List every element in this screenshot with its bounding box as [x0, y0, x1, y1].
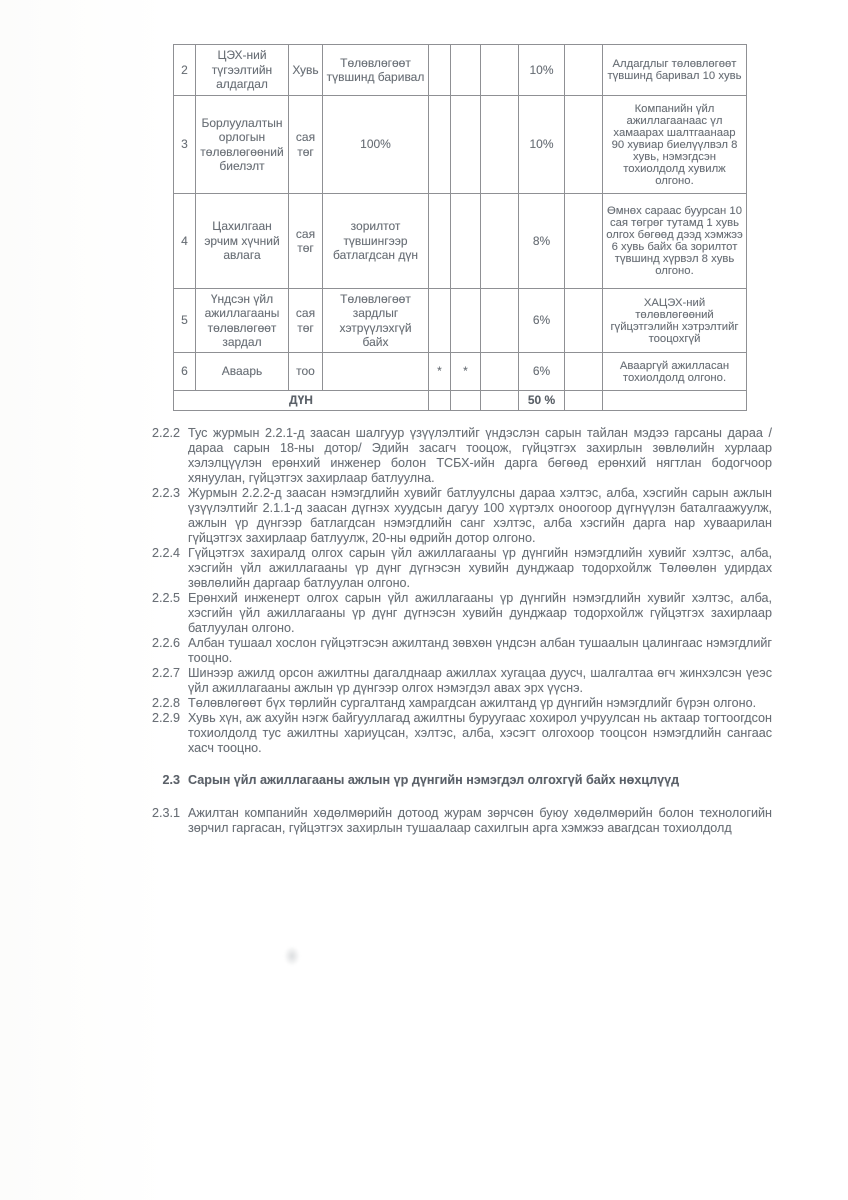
clause — [147, 426, 772, 486]
cell-target: Төлөвлөгөөт зардлыг хэтрүүлэхгүй байх — [323, 289, 429, 353]
total-blank-cell — [565, 391, 603, 411]
section-title: Сарын үйл ажиллагааны ажлын үр дүнгийн нэмэгдэл олгохгүй байх нөхцлүүд — [188, 773, 680, 787]
total-blank-cell — [603, 391, 747, 411]
cell-blank — [481, 45, 519, 96]
clause — [147, 636, 772, 666]
total-blank-cell — [451, 391, 481, 411]
cell-target: Төлөвлөгөөт түвшинд баривал — [323, 45, 429, 96]
cell-mark-2: * — [451, 353, 481, 391]
cell-blank — [481, 96, 519, 194]
cell-percent: 6% — [519, 353, 565, 391]
clause-text: Гүйцэтгэх захиралд олгох сарын үйл ажиллагааны үр дүнгийн нэмэгдлийн хувийг хэлтэс, алба, хэсгийн үйл ажиллагааны үр дүнг дүгнэсэн хувийн дунджаар тодорхойлж Төлөөлөн удирдах зөвлөлийн даргаар батлуулан олгоно. — [188, 546, 772, 590]
clauses-block — [147, 426, 772, 836]
table-row — [174, 194, 747, 289]
cell-indicator: ЦЭХ-ний түгээлтийн алдагдал — [196, 45, 289, 96]
cell-mark-1 — [429, 289, 451, 353]
cell-percent: 10% — [519, 96, 565, 194]
subsection-text: Ажилтан компанийн хөдөлмөрийн дотоод журам зөрчсөн буюу хөдөлмөрийн болон технологийн зөрчил гаргасан, гүйцэтгэх захирлын тушаалаар сахилгын арга хэмжээ авагдсан тохиолдолд — [188, 806, 772, 835]
cell-note: Өмнөх сараас буурсан 10 сая төгрөг тутамд 1 хувь олгох бөгөөд дээд хэмжээ 6 хувь байх ба зорилтот түвшинд хүрвэл 8 хувь олгоно. — [603, 194, 747, 289]
cell-mark-1: * — [429, 353, 451, 391]
cell-mark-2 — [451, 45, 481, 96]
cell-note: Компанийн үйл ажиллагаанаас үл хамаарах шалтгаанаар 90 хувиар биелүүлвэл 8 хувь, нэмэгдсэн тохиолдолд хувилж олгоно. — [603, 96, 747, 194]
subsection-number: 2.3.1 — [151, 806, 180, 820]
cell-row-number: 3 — [174, 96, 196, 194]
clause-text: Албан тушаал хослон гүйцэтгэсэн ажилтанд зөвхөн үндсэн албан тушаалын цалингаас нэмэгдлийг тооцно. — [188, 636, 772, 665]
total-percent-cell: 50 % — [519, 391, 565, 411]
kpi-table — [173, 44, 747, 411]
cell-target — [323, 353, 429, 391]
cell-blank — [481, 289, 519, 353]
cell-row-number: 4 — [174, 194, 196, 289]
cell-unit: сая төг — [289, 194, 323, 289]
cell-target: 100% — [323, 96, 429, 194]
cell-unit: тоо — [289, 353, 323, 391]
cell-unit: сая төг — [289, 289, 323, 353]
section-heading — [147, 773, 772, 788]
table-row — [174, 353, 747, 391]
cell-mark-2 — [451, 194, 481, 289]
cell-note: Авааргүй ажилласан тохиолдолд олгоно. — [603, 353, 747, 391]
clause-text: Ерөнхий инженерт олгох сарын үйл ажиллагааны үр дүнгийн нэмэгдлийн хувийг хэлтэс, алба, хэсгийн үйл ажиллагааны үр дүнг дүгнэсэн хувийн дунджаар тодорхойлж гүйцэтгэх захирлаар батлуулан олгоно. — [188, 591, 772, 635]
cell-percent: 8% — [519, 194, 565, 289]
clause-text: Тус журмын 2.2.1-д заасан шалгуур үзүүлэлтийг үндэслэн сарын тайлан мэдээ гарсаны дараа /дараа сарын 18-ны дотор/ Эдийн засагч тооцож, гүйцэтгэх захирлын зөвлөлийн хурлаар хэлэлцүүлэн ерөнхий инженер болон ТСБХ-ийн дарга бөгөөд ерөнхий нягтлан бодогчоор хянуулан, гүйцэтгэх захирлаар батлуулна. — [188, 426, 772, 485]
cell-unit: сая төг — [289, 96, 323, 194]
clause-text: Журмын 2.2.2-д заасан нэмэгдлийн хувийг батлуулсны дараа хэлтэс, алба, хэсгийн сарын ажлын үзүүлэлтийг 2.1.1-д заасан дүгнэх хуудсын дагуу 100 хүртэлх оноогоор дүгнүүлэн баталгаажуулж, ажлын үр дүнгээр батлагдсан нэмэгдлийн санг хэлтэс, алба хэсгийн дарга нар хуваарилан гүйцэтгэх захирлаар батлуулж, 20-ны өдрийн дотор олгоно. — [188, 486, 772, 545]
clause-number: 2.2.9 — [151, 711, 180, 725]
total-row — [174, 391, 747, 411]
cell-indicator: Үндсэн үйл ажиллагааны төлөвлөгөөт зардал — [196, 289, 289, 353]
cell-row-number: 5 — [174, 289, 196, 353]
clause-number: 2.2.7 — [151, 666, 180, 680]
table-row — [174, 96, 747, 194]
cell-percent: 10% — [519, 45, 565, 96]
clause-number: 2.2.4 — [151, 546, 180, 560]
clause-number: 2.2.6 — [151, 636, 180, 650]
total-blank-cell — [481, 391, 519, 411]
total-blank-cell — [429, 391, 451, 411]
cell-mark-1 — [429, 194, 451, 289]
clause-number: 2.2.5 — [151, 591, 180, 605]
section-number: 2.3 — [162, 773, 180, 787]
clause — [147, 546, 772, 591]
cell-note: ХАЦЭХ-ний төлөвлөгөөний гүйцэтгэлийн хэтрэлтийг тооцохгүй — [603, 289, 747, 353]
clause — [147, 711, 772, 756]
cell-blank — [565, 45, 603, 96]
table-row — [174, 45, 747, 96]
cell-mark-1 — [429, 96, 451, 194]
scan-smudge — [284, 946, 300, 966]
clause — [147, 666, 772, 696]
cell-target: зорилтот түвшингээр батлагдсан дүн — [323, 194, 429, 289]
cell-mark-1 — [429, 45, 451, 96]
cell-blank — [565, 194, 603, 289]
clause-text: Төлөвлөгөөт бүх төрлийн сургалтанд хамрагдсан ажилтанд үр дүнгийн нэмэгдлийг бүрэн олгоно. — [188, 696, 757, 710]
cell-percent: 6% — [519, 289, 565, 353]
cell-blank — [481, 194, 519, 289]
cell-mark-2 — [451, 96, 481, 194]
table-row — [174, 289, 747, 353]
clause-list — [147, 426, 772, 756]
cell-indicator: Борлуулалтын орлогын төлөвлөгөөний биелэлт — [196, 96, 289, 194]
cell-row-number: 2 — [174, 45, 196, 96]
cell-blank — [481, 353, 519, 391]
cell-note: Алдагдлыг төлөвлөгөөт түвшинд баривал 10 хувь — [603, 45, 747, 96]
cell-indicator: Цахилгаан эрчим хүчний авлага — [196, 194, 289, 289]
clause-text: Хувь хүн, аж ахуйн нэгж байгууллагад ажилтны буруугаас хохирол учруулсан нь актаар тогтоогдсон тохиолдолд тус ажилтны хариуцсан, хэлтэс, алба, хэсэгт олгохоор тооцсон нэмэгдлийн сангаас хасч тооцно. — [188, 711, 772, 755]
cell-blank — [565, 289, 603, 353]
cell-row-number: 6 — [174, 353, 196, 391]
cell-blank — [565, 96, 603, 194]
clause — [147, 486, 772, 546]
cell-unit: Хувь — [289, 45, 323, 96]
subsection-clause — [147, 806, 772, 836]
cell-mark-2 — [451, 289, 481, 353]
cell-blank — [565, 353, 603, 391]
cell-indicator: Аваарь — [196, 353, 289, 391]
clause-number: 2.2.3 — [151, 486, 180, 500]
total-label-cell: ДҮН — [174, 391, 429, 411]
clause-text: Шинээр ажилд орсон ажилтны дагалднаар ажиллах хугацаа дуусч, шалгалтаа өгч жинхэлсэн үеэс үйл ажиллагааны ажлын үр дүнгээр олгох нэмэгдэл авах эрх үүснэ. — [188, 666, 772, 695]
clause-number: 2.2.8 — [151, 696, 180, 710]
kpi-table-body — [174, 45, 747, 391]
clause — [147, 696, 772, 711]
clause-number: 2.2.2 — [151, 426, 180, 440]
clause — [147, 591, 772, 636]
